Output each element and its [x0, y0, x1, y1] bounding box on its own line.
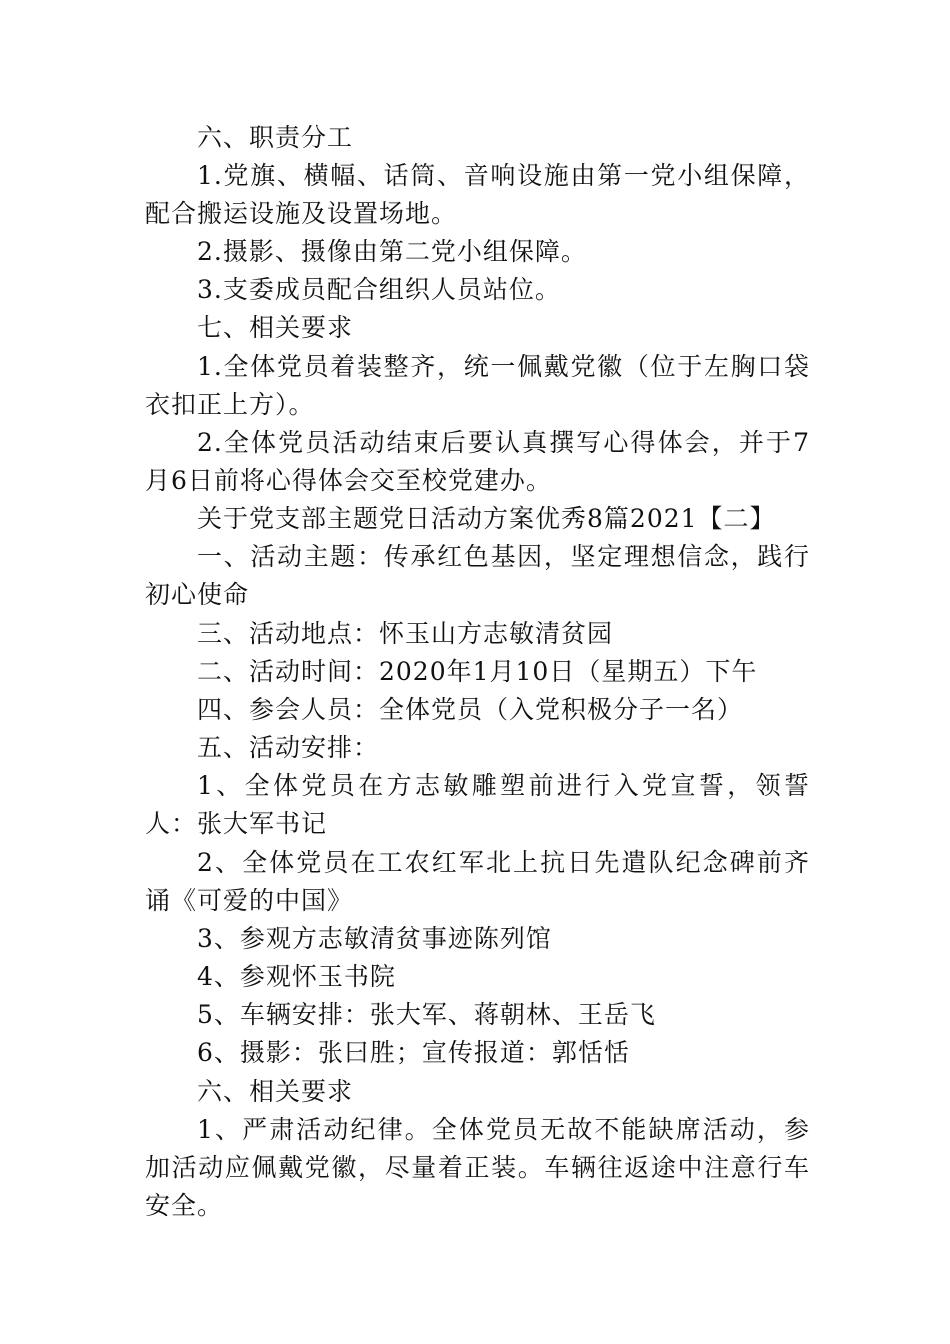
section-heading-requirements: 七、相关要求 [197, 313, 354, 342]
list-item: 3、参观方志敏清贫事迹陈列馆 [197, 924, 552, 953]
section-heading-arrangement: 五、活动安排： [197, 733, 380, 762]
list-item: 4、参观怀玉书院 [197, 962, 396, 991]
section-heading-responsibilities: 六、职责分工 [197, 123, 354, 152]
document-subtitle: 关于党支部主题党日活动方案优秀8篇2021【二】 [197, 504, 776, 533]
list-item: 6、摄影：张曰胜；宣传报道：郭恬恬 [197, 1038, 630, 1067]
paragraph: 1、严肃活动纪律。全体党员无故不能缺席活动，参加活动应佩戴党徽，尽量着正装。车辆往返途中注意行车安全。 [145, 1115, 810, 1220]
list-item: 1、全体党员在方志敏雕塑前进行入党宣誓，领誓人：张大军书记 [145, 771, 810, 838]
list-item: 5、车辆安排：张大军、蒋朝林、王岳飞 [197, 1000, 656, 1029]
list-item: 2、全体党员在工农红军北上抗日先遣队纪念碑前齐诵《可爱的中国》 [145, 848, 810, 915]
paragraph: 3.支委成员配合组织人员站位。 [197, 275, 561, 304]
section-heading-requirements-2: 六、相关要求 [197, 1077, 354, 1106]
paragraph: 一、活动主题：传承红色基因，坚定理想信念，践行初心使命 [145, 542, 810, 609]
paragraph: 四、参会人员：全体党员（入党积极分子一名） [197, 695, 744, 724]
paragraph: 1.全体党员着装整齐，统一佩戴党徽（位于左胸口袋衣扣正上方）。 [145, 352, 810, 419]
paragraph: 三、活动地点：怀玉山方志敏清贫园 [197, 619, 614, 648]
paragraph: 2.摄影、摄像由第二党小组保障。 [197, 237, 587, 266]
paragraph: 1.党旗、横幅、话筒、音响设施由第一党小组保障，配合搬运设施及设置场地。 [145, 161, 810, 228]
paragraph: 二、活动时间：2020年1月10日（星期五）下午 [197, 657, 758, 686]
paragraph: 2.全体党员活动结束后要认真撰写心得体会，并于7月6日前将心得体会交至校党建办。 [145, 428, 810, 495]
